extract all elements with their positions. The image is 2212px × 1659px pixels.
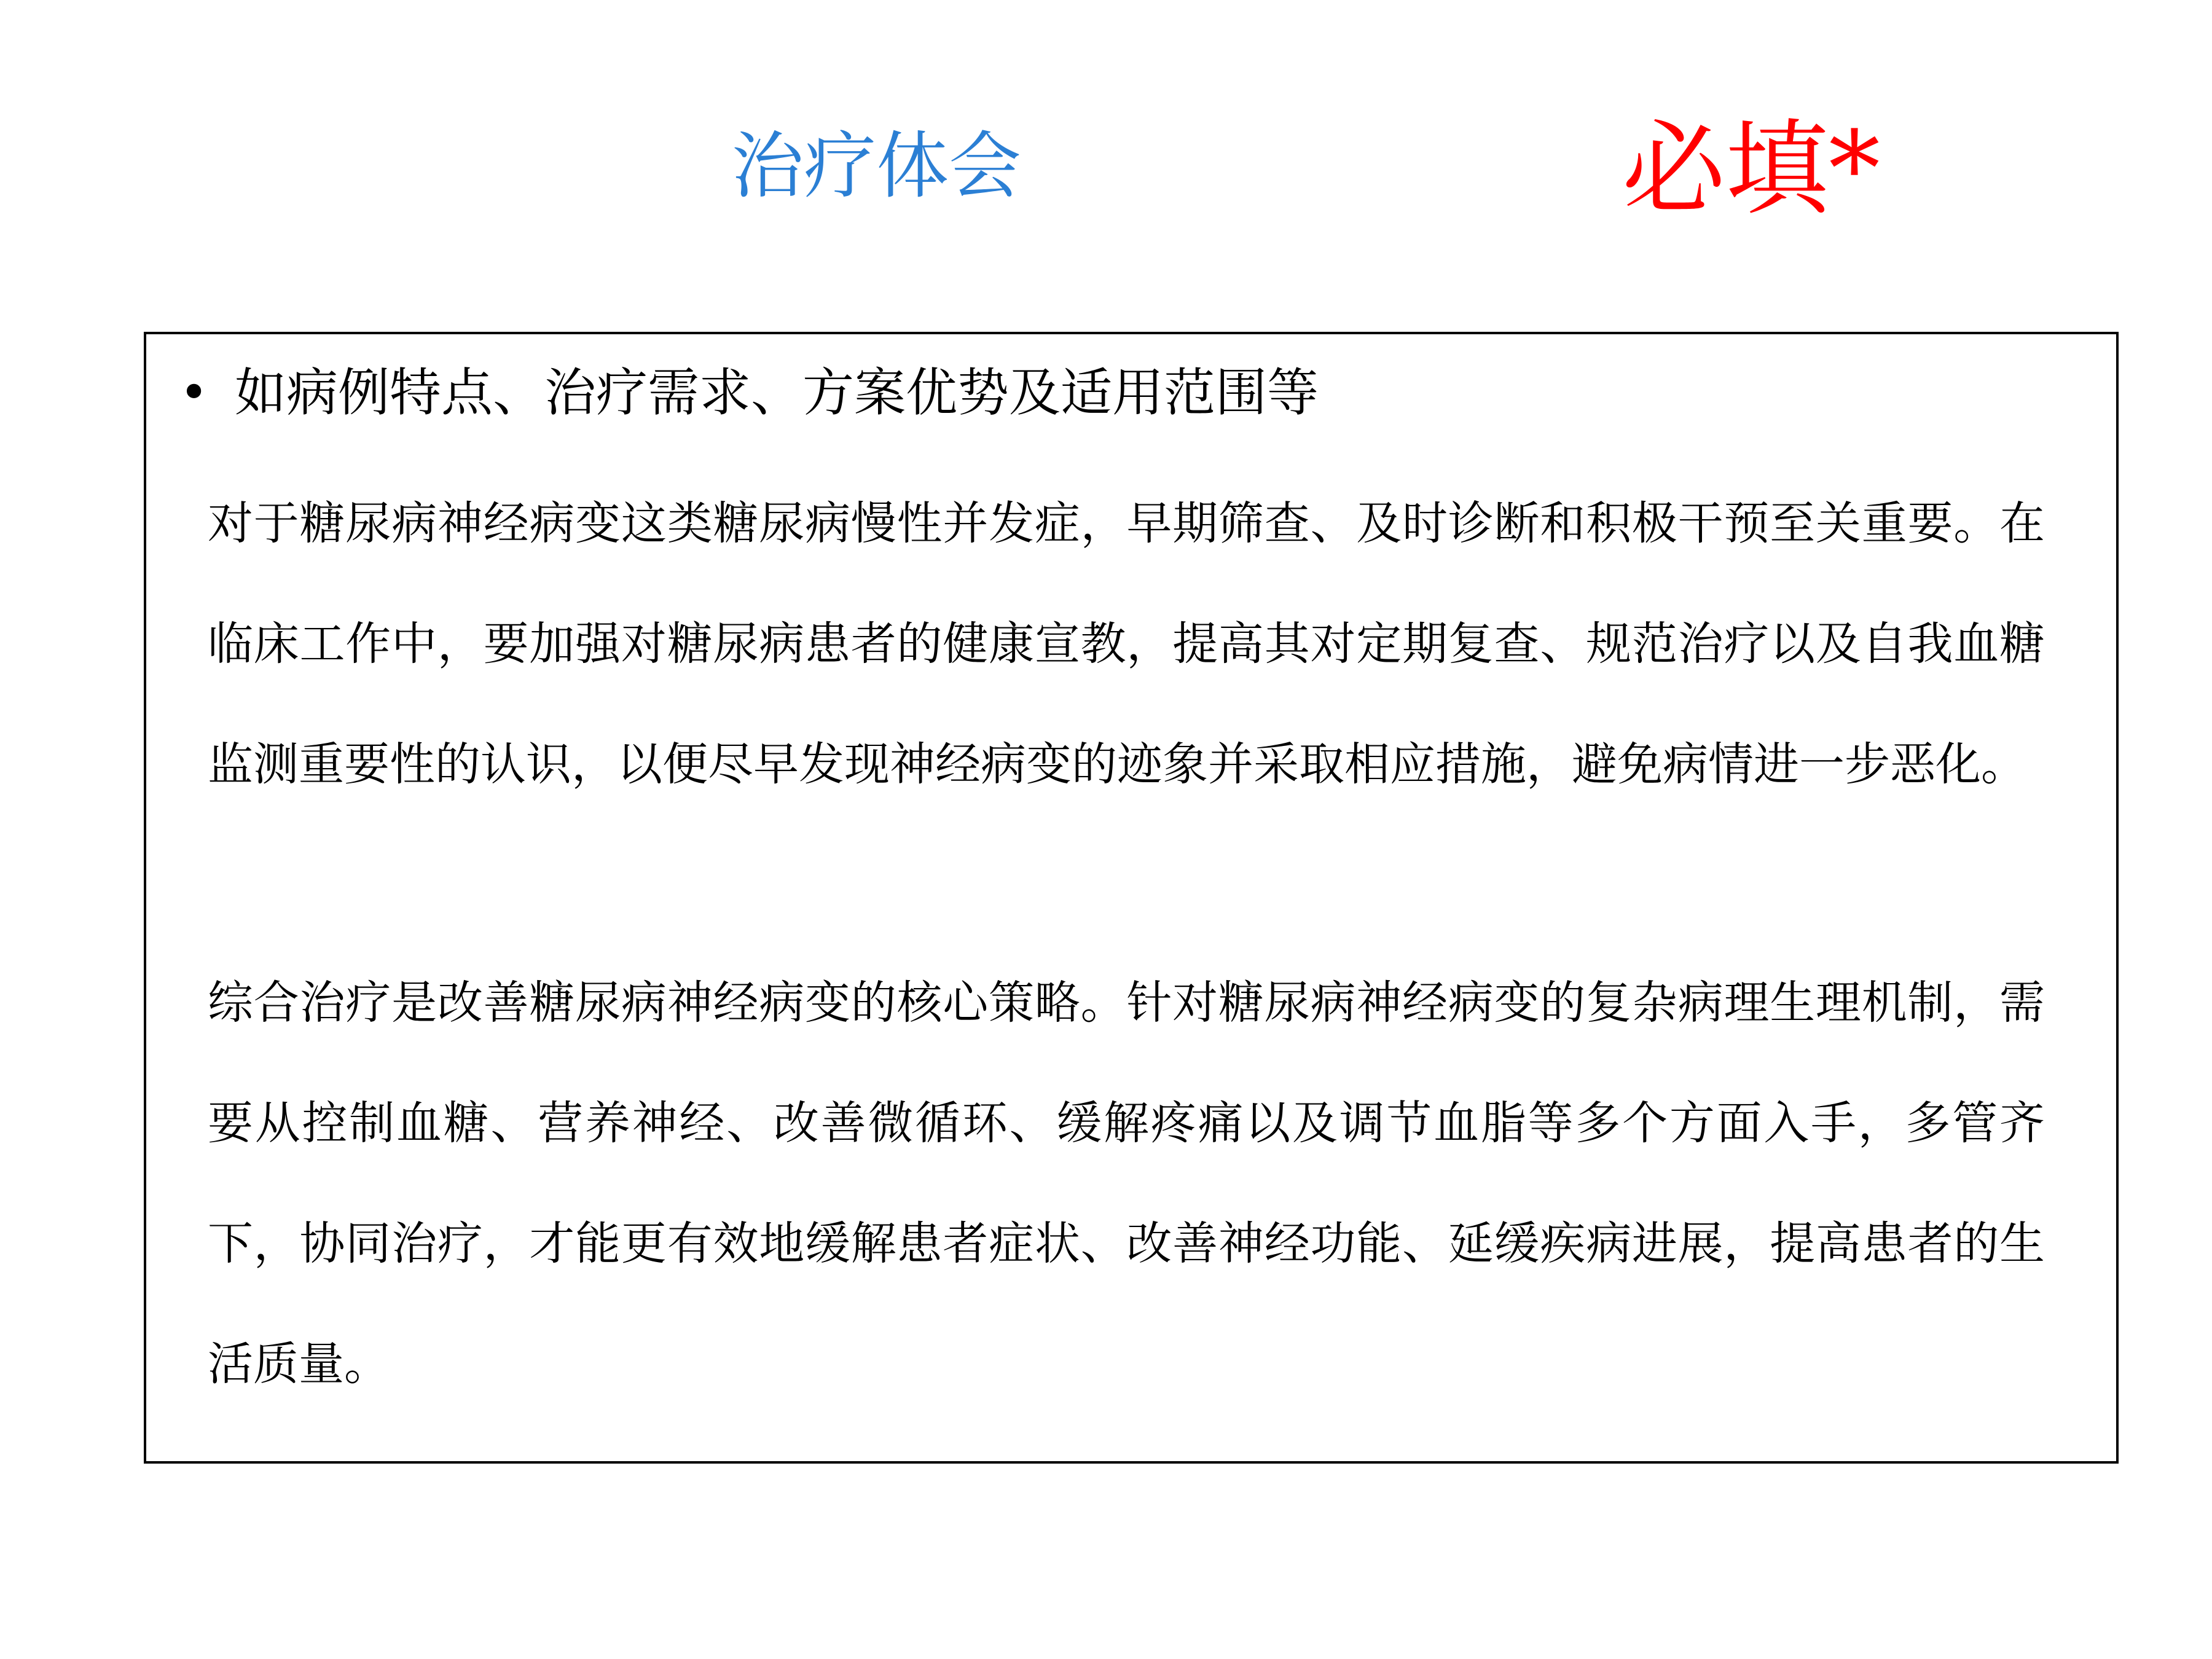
paragraph-comprehensive-treatment: 综合治疗是改善糖尿病神经病变的核心策略。针对糖尿病神经病变的复杂病理生理机制，需要从控制血糖、营养神经、改善微循环、缓解疼痛以及调节血脂等多个方面入手，多管齐下，协同治疗，才能更有效地缓解患者症状、改善神经功能、延缓疾病进展，提高患者的生活质量。 xyxy=(208,976,2045,1390)
bullet-text: 如病例特点、治疗需求、方案优势及适用范围等 xyxy=(235,363,1319,423)
paragraph-early-screening: 对于糖尿病神经病变这类糖尿病慢性并发症，早期筛查、及时诊断和积极干预至关重要。在临床工作中，要加强对糖尿病患者的健康宣教，提高其对定期复查、规范治疗以及自我血糖监测重要性的认识，以便尽早发现神经病变的迹象并采取相应措施，避免病情进一步恶化。 xyxy=(208,497,2045,791)
bullet-icon: • xyxy=(179,364,209,421)
bullet-item xyxy=(179,359,1319,426)
content-box xyxy=(144,332,2119,1464)
page-title: 治疗体会 xyxy=(731,124,1022,208)
required-label: 必填* xyxy=(1622,109,1880,229)
